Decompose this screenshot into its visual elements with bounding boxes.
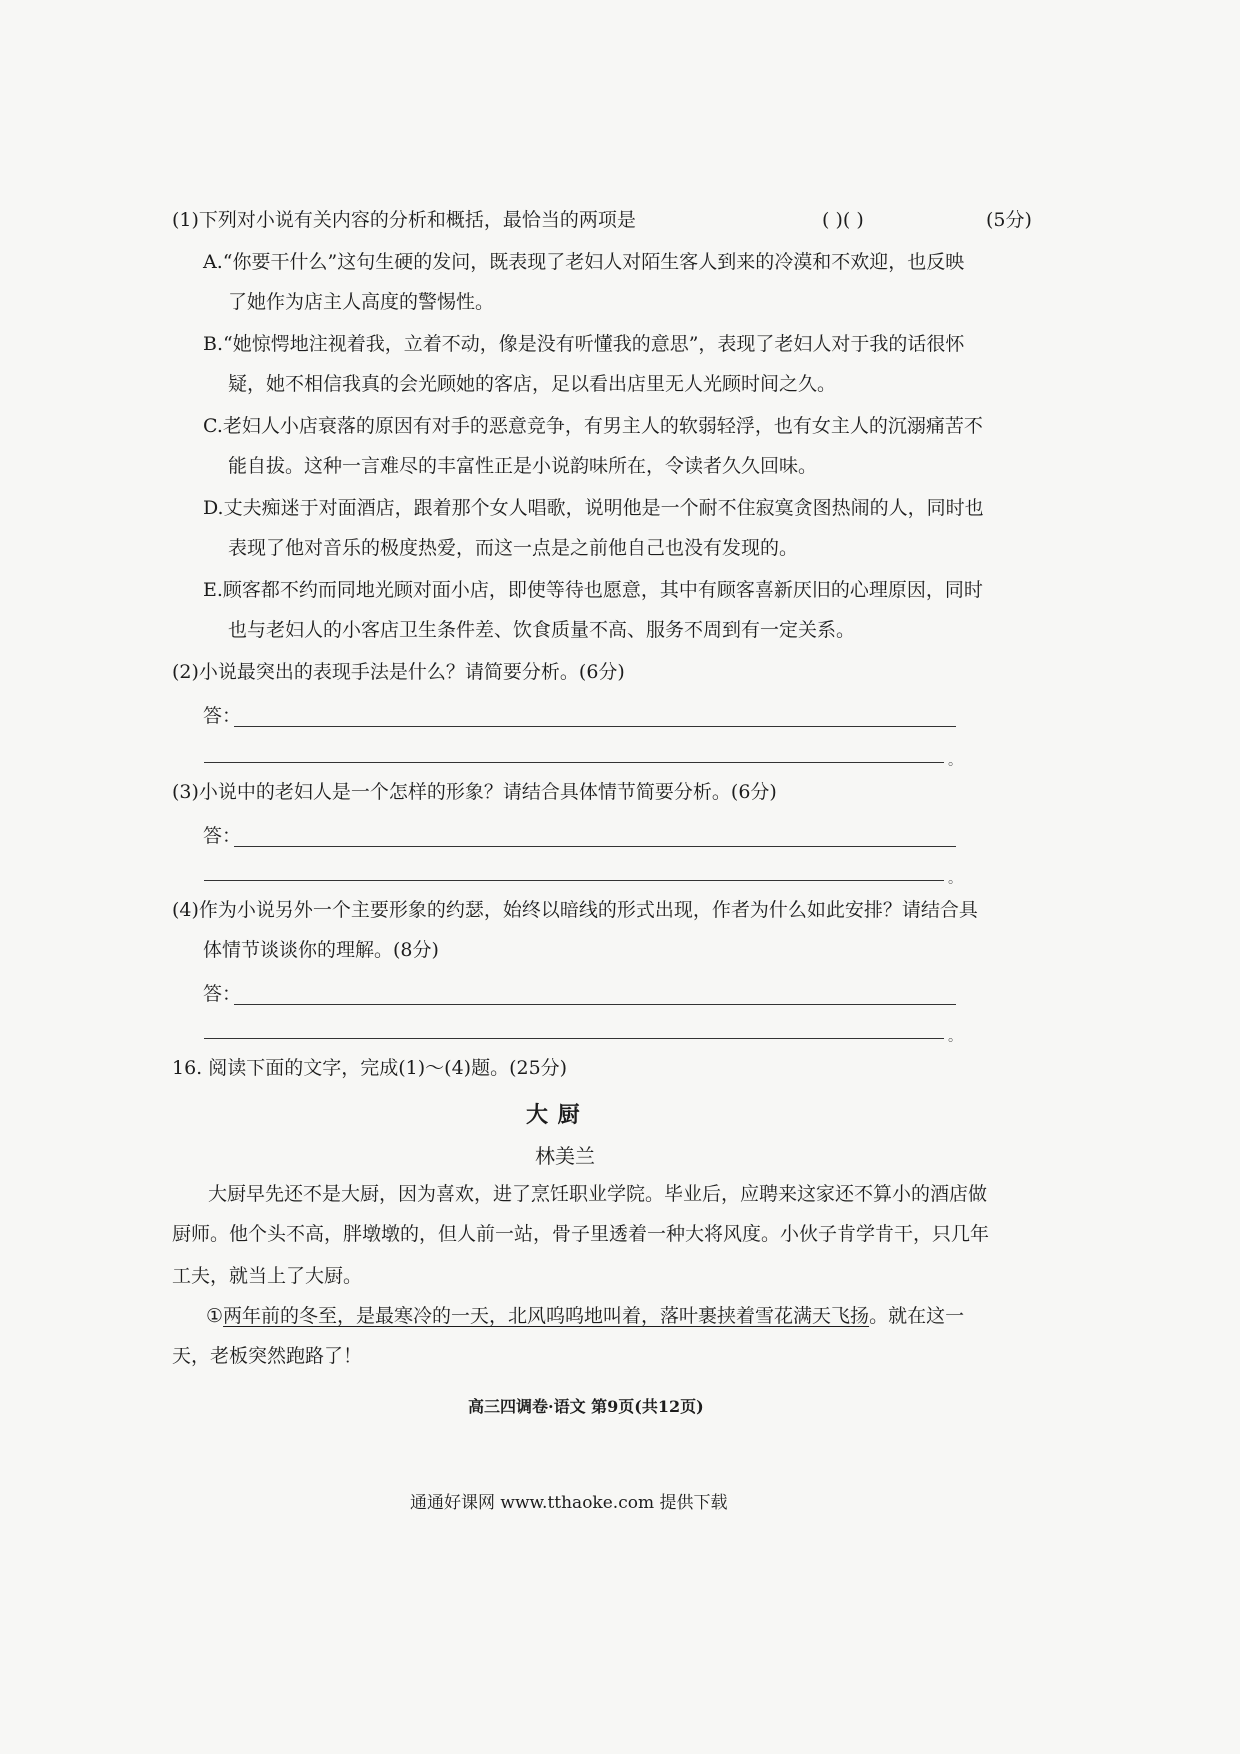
underlined-sentence: 两年前的冬至，是最寒冷的一天，北风呜呜地叫着，落叶裹挟着雪花满天飞扬 [223, 1305, 870, 1327]
q4-answer-label: 答： [203, 983, 242, 1005]
q3-period: 。 [948, 871, 962, 887]
story-p1-line3: 工夫，就当上了大厨。 [172, 1265, 363, 1287]
story-p1-line1: 大厨早先还不是大厨，因为喜欢，进了烹饪职业学院。毕业后，应聘来这家还不算小的酒店做 [208, 1183, 988, 1205]
story-p2-rest: 。就在这一 [869, 1305, 965, 1327]
download-credit: 通通好课网 www.tthaoke.com 提供下载 [410, 1493, 728, 1513]
option-e-line2: 也与老妇人的小客店卫生条件差、饮食质量不高、服务不周到有一定关系。 [228, 619, 856, 641]
q1-score: (5分) [986, 209, 1032, 231]
option-d-line2: 表现了他对音乐的极度热爱，而这一点是之前他自己也没有发现的。 [228, 537, 799, 559]
story-p1-line2: 厨师。他个头不高，胖墩墩的，但人前一站，骨子里透着一种大将风度。小伙子肯学肯干，只几年 [172, 1223, 990, 1245]
q4-period: 。 [948, 1029, 962, 1045]
q3-answer-line-2[interactable] [204, 880, 944, 881]
q1-stem: (1)下列对小说有关内容的分析和概括，最恰当的两项是 [172, 209, 636, 231]
q4-answer-line-2[interactable] [204, 1038, 944, 1039]
q2-answer-label: 答： [203, 705, 242, 727]
q2-answer-line-1[interactable] [234, 726, 956, 727]
option-d-line1: D.丈夫痴迷于对面酒店，跟着那个女人唱歌，说明他是一个耐不住寂寞贪图热闹的人，同时也 [203, 497, 984, 519]
q1-answer-blanks: ( )( ) [822, 209, 864, 231]
paragraph-marker: ① [206, 1305, 224, 1327]
q3-text: (3)小说中的老妇人是一个怎样的形象？请结合具体情节简要分析。(6分) [172, 781, 777, 803]
option-b-line2: 疑，她不相信我真的会光顾她的客店，足以看出店里无人光顾时间之久。 [228, 373, 837, 395]
q4-line1: (4)作为小说另外一个主要形象的约瑟，始终以暗线的形式出现，作者为什么如此安排？请结合具 [172, 899, 978, 921]
option-b-line1: B.“她惊愕地注视着我，立着不动，像是没有听懂我的意思”，表现了老妇人对于我的话很怀 [203, 333, 965, 355]
q2-answer-line-2[interactable] [204, 762, 944, 763]
q2-period: 。 [948, 753, 962, 769]
story-author: 林美兰 [535, 1144, 595, 1168]
q3-answer-line-1[interactable] [234, 846, 956, 847]
q4-line2: 体情节谈谈你的理解。(8分) [203, 939, 439, 961]
option-c-line2: 能自拔。这种一言难尽的丰富性正是小说韵味所在，令读者久久回味。 [228, 455, 818, 477]
option-e-line1: E.顾客都不约而同地光顾对面小店，即使等待也愿意，其中有顾客喜新厌旧的心理原因，同时 [203, 579, 983, 601]
option-c-line1: C.老妇人小店衰落的原因有对手的恶意竞争，有男主人的软弱轻浮，也有女主人的沉溺痛苦不 [203, 415, 983, 437]
story-title: 大 厨 [526, 1102, 581, 1128]
page-footer: 高三四调卷·语文 第9页(共12页) [468, 1397, 704, 1416]
q2-text: (2)小说最突出的表现手法是什么？请简要分析。(6分) [172, 661, 625, 683]
option-a-line2: 了她作为店主人高度的警惕性。 [228, 291, 495, 313]
story-p2-line2: 天，老板突然跑路了！ [172, 1345, 363, 1367]
option-a-line1: A.“你要干什么”这句生硬的发问，既表现了老妇人对陌生客人到来的冷漠和不欢迎，也反映 [203, 251, 965, 273]
story-p2-line1 [206, 1302, 964, 1330]
q16-text: 16. 阅读下面的文字，完成(1)～(4)题。(25分) [172, 1057, 568, 1079]
q4-answer-line-1[interactable] [234, 1004, 956, 1005]
q3-answer-label: 答： [203, 825, 242, 847]
